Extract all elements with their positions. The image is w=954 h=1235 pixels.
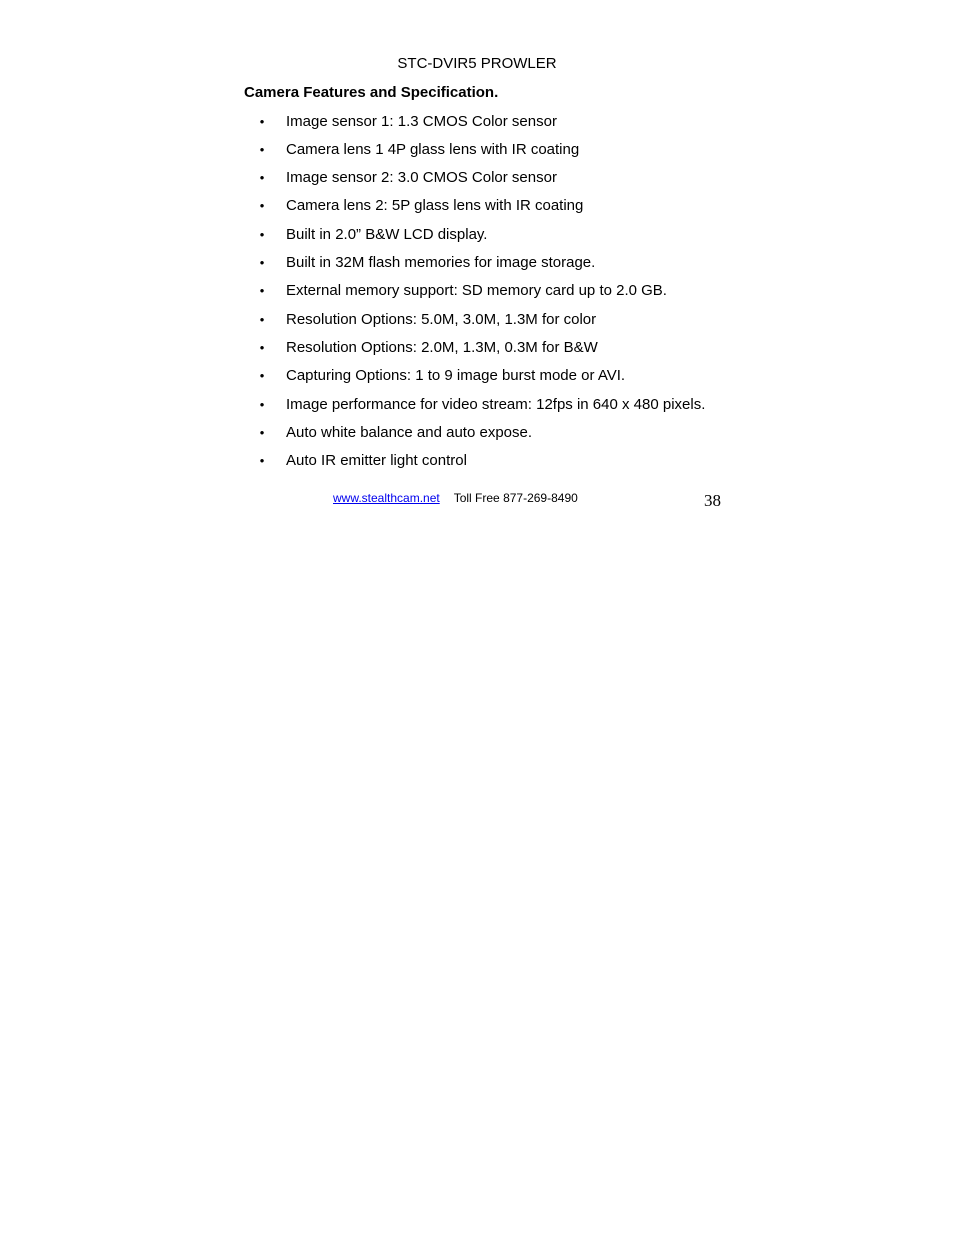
page-header-title: STC-DVIR5 PROWLER (397, 55, 557, 72)
bullet-icon: • (259, 368, 265, 383)
list-item (256, 395, 776, 415)
list-item-text: Auto white balance and auto expose. (286, 424, 533, 441)
page-footer (333, 490, 578, 506)
list-item-text: Built in 32M flash memories for image storage. (286, 254, 596, 271)
bullet-icon: • (259, 142, 265, 157)
list-item-text: Image performance for video stream: 12fps in 640 x 480 pixels. (286, 396, 706, 413)
bullet-icon: • (259, 198, 265, 213)
bullet-icon: • (259, 227, 265, 242)
page-number: 38 (704, 491, 721, 510)
list-item (256, 225, 776, 245)
bullet-icon: • (259, 453, 265, 468)
list-item (256, 366, 776, 386)
bullet-icon: • (259, 283, 265, 298)
website-link[interactable]: www.stealthcam.net (333, 491, 440, 505)
bullet-icon: • (259, 114, 265, 129)
section-heading: Camera Features and Specification. (244, 84, 499, 101)
bullet-icon: • (259, 340, 265, 355)
bullet-icon: • (259, 312, 265, 327)
bullet-icon: • (259, 170, 265, 185)
list-item-text: Capturing Options: 1 to 9 image burst mode or AVI. (286, 367, 626, 384)
list-item (256, 281, 776, 301)
list-item (256, 310, 776, 330)
list-item (256, 168, 776, 188)
list-item (256, 196, 776, 216)
list-item (256, 140, 776, 160)
list-item (256, 338, 776, 358)
list-item (256, 253, 776, 273)
list-item-text: Image sensor 2: 3.0 CMOS Color sensor (286, 169, 557, 186)
list-item-text: Auto IR emitter light control (286, 452, 467, 469)
list-item-text: Camera lens 1 4P glass lens with IR coating (286, 141, 580, 158)
bullet-icon: • (259, 255, 265, 270)
list-item-text: Built in 2.0” B&W LCD display. (286, 226, 488, 243)
bullet-icon: • (259, 425, 265, 440)
list-item (256, 451, 776, 471)
list-item-text: Resolution Options: 2.0M, 1.3M, 0.3M for B&W (286, 339, 598, 356)
list-item-text: Image sensor 1: 1.3 CMOS Color sensor (286, 113, 557, 130)
bullet-icon: • (259, 397, 265, 412)
list-item (256, 423, 776, 443)
list-item-text: Resolution Options: 5.0M, 3.0M, 1.3M for color (286, 311, 597, 328)
toll-free-phone: Toll Free 877-269-8490 (453, 491, 578, 505)
list-item-text: Camera lens 2: 5P glass lens with IR coating (286, 197, 584, 214)
list-item (256, 112, 776, 132)
list-item-text: External memory support: SD memory card up to 2.0 GB. (286, 282, 667, 299)
